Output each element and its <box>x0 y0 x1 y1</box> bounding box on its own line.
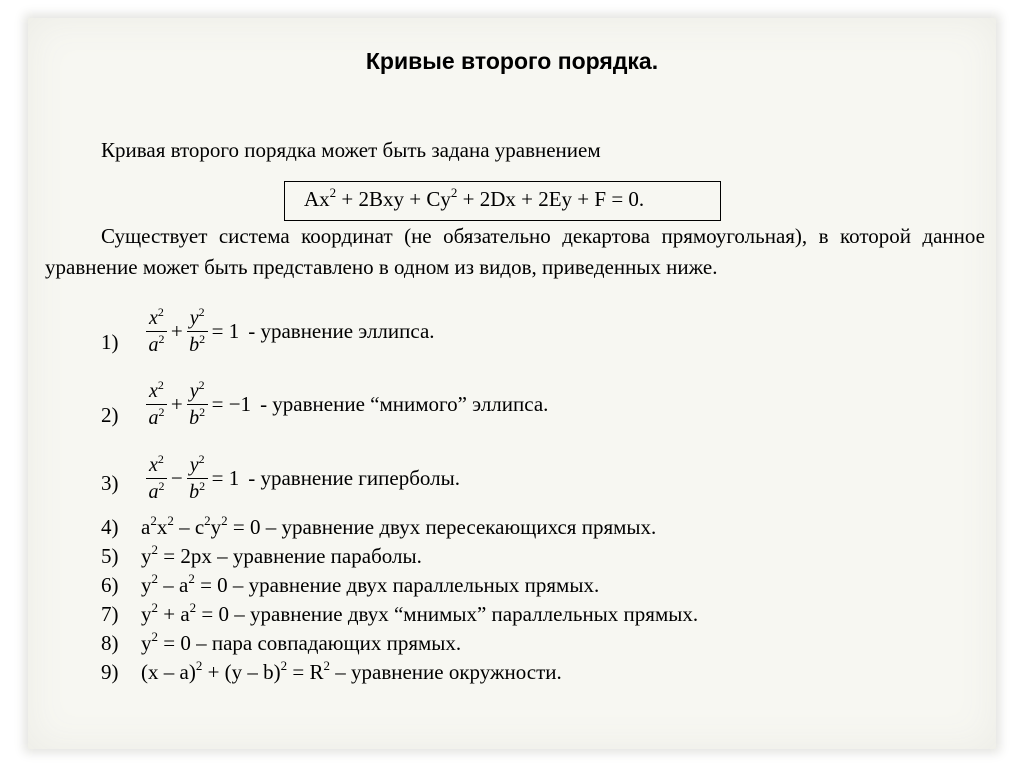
x-over-a-fraction: $\frac{x^2}{a^2}$ <box>146 378 167 431</box>
x-over-a-fraction: $\frac{x^2}{a^2}$ <box>146 452 167 505</box>
y-over-b-fraction: $\frac{y^2}{b^2}$ <box>187 452 208 505</box>
list-item <box>101 660 562 685</box>
list-item-text: $y^2 + a^2 = 0$ – уравнение двух “мнимых” параллельных прямых. <box>141 600 699 626</box>
canonical-number: 2) <box>101 403 119 427</box>
list-item-number: 5) <box>101 544 119 568</box>
rhs: = 1 <box>211 319 240 343</box>
canonical-equation <box>145 378 548 431</box>
operator: − <box>170 466 183 490</box>
rhs: = 1 <box>211 466 240 490</box>
list-item-text: $(x - a)^2 + (y - b)^2 = R^2$ – уравнение окружности. <box>141 658 562 684</box>
canonical-description: - уравнение гиперболы. <box>248 466 460 490</box>
x-over-a-fraction: $\frac{x^2}{a^2}$ <box>146 305 167 358</box>
list-item-number: 7) <box>101 602 119 626</box>
rhs: = −1 <box>211 392 252 416</box>
list-item-text: $y^2 = 0$ – пара совпадающих прямых. <box>141 629 462 655</box>
description-paragraph: Существует система координат (не обязательно декартова прямоугольная), в которой данное уравнение может быть представлено в одном из видов, приведенных ниже. <box>45 224 985 279</box>
operator: + <box>170 319 183 343</box>
canonical-number: 1) <box>101 330 119 354</box>
y-over-b-fraction: $\frac{y^2}{b^2}$ <box>187 305 208 358</box>
canonical-equation <box>145 452 460 505</box>
list-item-text: $y^2 = 2px$ – уравнение параболы. <box>141 542 422 568</box>
list-item <box>101 631 461 656</box>
canonical-description: - уравнение эллипса. <box>248 319 435 343</box>
list-item-text: $y^2 - a^2 = 0$ – уравнение двух параллельных прямых. <box>141 571 600 597</box>
list-item-number: 6) <box>101 573 119 597</box>
canonical-equation <box>145 305 435 358</box>
canonical-number: 3) <box>101 471 119 495</box>
list-item-number: 8) <box>101 631 119 655</box>
list-item <box>101 602 698 627</box>
y-over-b-fraction: $\frac{y^2}{b^2}$ <box>187 378 208 431</box>
list-item-text: $a^2x^2 - c^2y^2 = 0$ – уравнение двух пересекающихся прямых. <box>141 513 657 539</box>
canonical-description: - уравнение “мнимого” эллипса. <box>260 392 549 416</box>
list-item <box>101 573 599 598</box>
list-item <box>101 544 422 569</box>
list-item-number: 4) <box>101 515 119 539</box>
list-item-number: 9) <box>101 660 119 684</box>
general-equation-box: $Ax^2 + 2Bxy + Cy^2 + 2Dx + 2Ey + F = 0$. <box>284 181 721 221</box>
page-title: Кривые второго порядка. <box>365 48 659 74</box>
operator: + <box>170 392 183 416</box>
list-item <box>101 515 656 540</box>
intro-text: Кривая второго порядка может быть задана уравнением <box>101 138 601 162</box>
